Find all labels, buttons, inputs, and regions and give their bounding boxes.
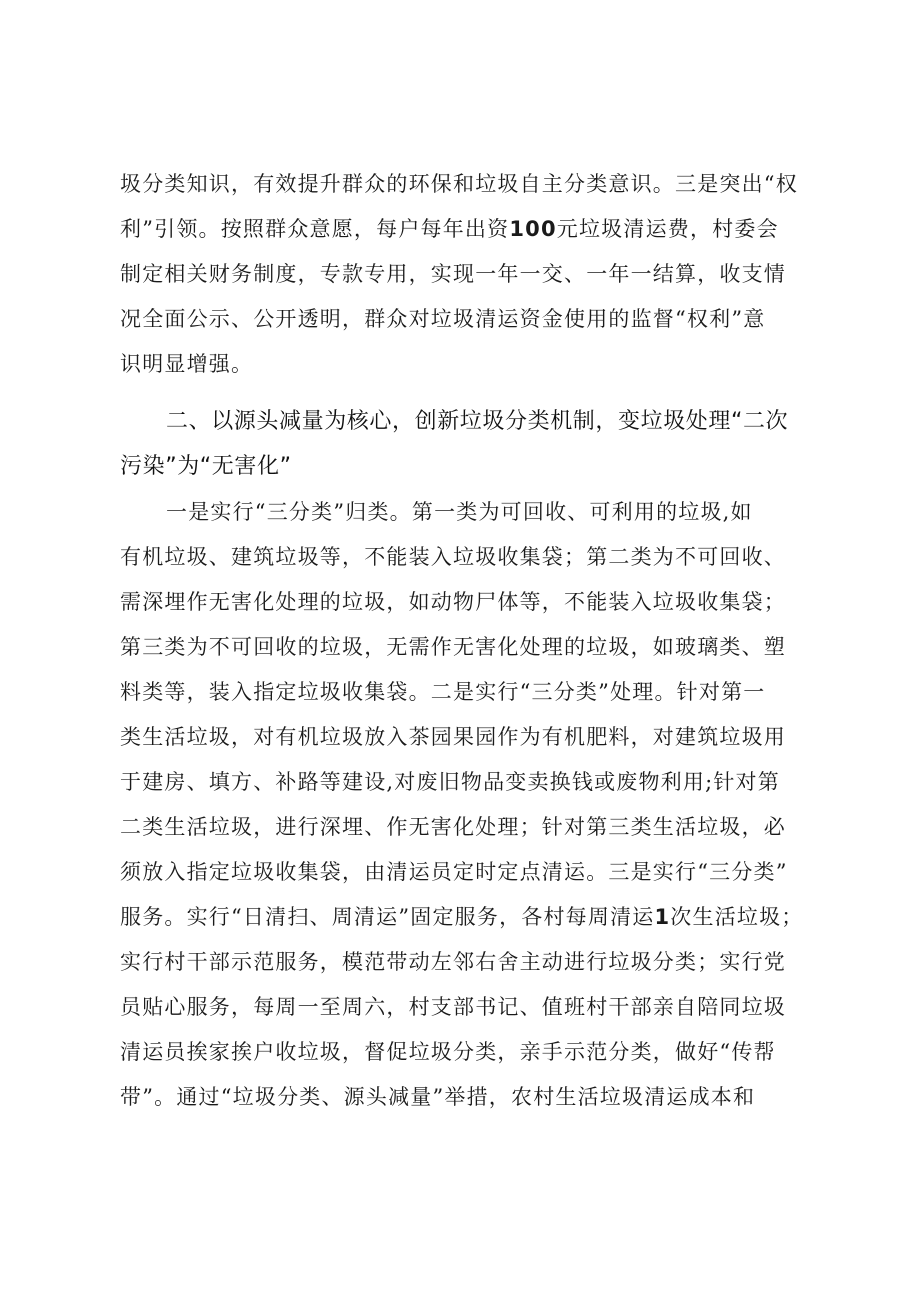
count-number: 1	[654, 905, 671, 929]
text-line	[120, 895, 820, 940]
text-segment: 服务。实行“日清扫、周清运”固定服务，各村每周清运	[120, 905, 655, 929]
text-line: 识明显增强。	[120, 352, 254, 376]
text-line: 清运员挨家挨户收垃圾，督促垃圾分类，亲手示范分类，做好“传帮	[120, 1040, 776, 1064]
text-line: 于建房、填方、补路等建设,对废旧物品变卖换钱或废物利用;针对第	[120, 770, 780, 794]
text-line: 类生活垃圾，对有机垃圾放入茶园果园作为有机肥料，对建筑垃圾用	[120, 725, 786, 749]
text-line: 一是实行“三分类”归类。第一类为可回收、可利用的垃圾,如	[166, 500, 753, 524]
paragraph-main	[120, 490, 820, 1120]
amount-number: 100	[509, 217, 557, 241]
text-line: 员贴心服务，每周一至周六，村支部书记、值班村干部亲自陪同垃圾	[120, 995, 786, 1019]
paragraph-continued	[120, 162, 820, 387]
text-segment: 利”引领。按照群众意愿，每户每年出资	[120, 217, 510, 241]
text-line: 第三类为不可回收的垃圾，无需作无害化处理的垃圾，如玻璃类、塑	[120, 635, 786, 659]
text-segment: 次生活垃圾；	[670, 905, 804, 929]
text-line: 料类等，装入指定垃圾收集袋。二是实行“三分类”处理。针对第一	[120, 680, 766, 704]
text-line: 带”。通过“垃圾分类、源头减量”举措，农村生活垃圾清运成本和	[120, 1085, 756, 1109]
text-line: 需深埋作无害化处理的垃圾，如动物尸体等，不能装入垃圾收集袋；	[120, 590, 786, 614]
text-line: 制定相关财务制度，专款专用，实现一年一交、一年一结算，收支情	[120, 262, 786, 286]
text-line: 有机垃圾、建筑垃圾等，不能装入垃圾收集袋；第二类为不可回收、	[120, 545, 786, 569]
text-segment: 元垃圾清运费，村委会	[556, 217, 779, 241]
text-line: 二类生活垃圾，进行深埋、作无害化处理；针对第三类生活垃圾，必	[120, 815, 786, 839]
text-line: 须放入指定垃圾收集袋，由清运员定时定点清运。三是实行“三分类”	[120, 860, 788, 884]
text-line: 况全面公示、公开透明，群众对垃圾清运资金使用的监督“权利”意	[120, 307, 766, 331]
heading-line: 污染”为“无害化”	[120, 454, 292, 479]
heading-line: 二、以源头减量为核心，创新垃圾分类机制，变垃圾处理“二次	[166, 409, 789, 434]
text-line: 实行村干部示范服务，模范带动左邻右舍主动进行垃圾分类；实行党	[120, 950, 786, 974]
text-line	[120, 207, 820, 252]
text-line: 圾分类知识，有效提升群众的环保和垃圾自主分类意识。三是突出“权	[120, 172, 798, 196]
section-heading	[120, 399, 820, 489]
